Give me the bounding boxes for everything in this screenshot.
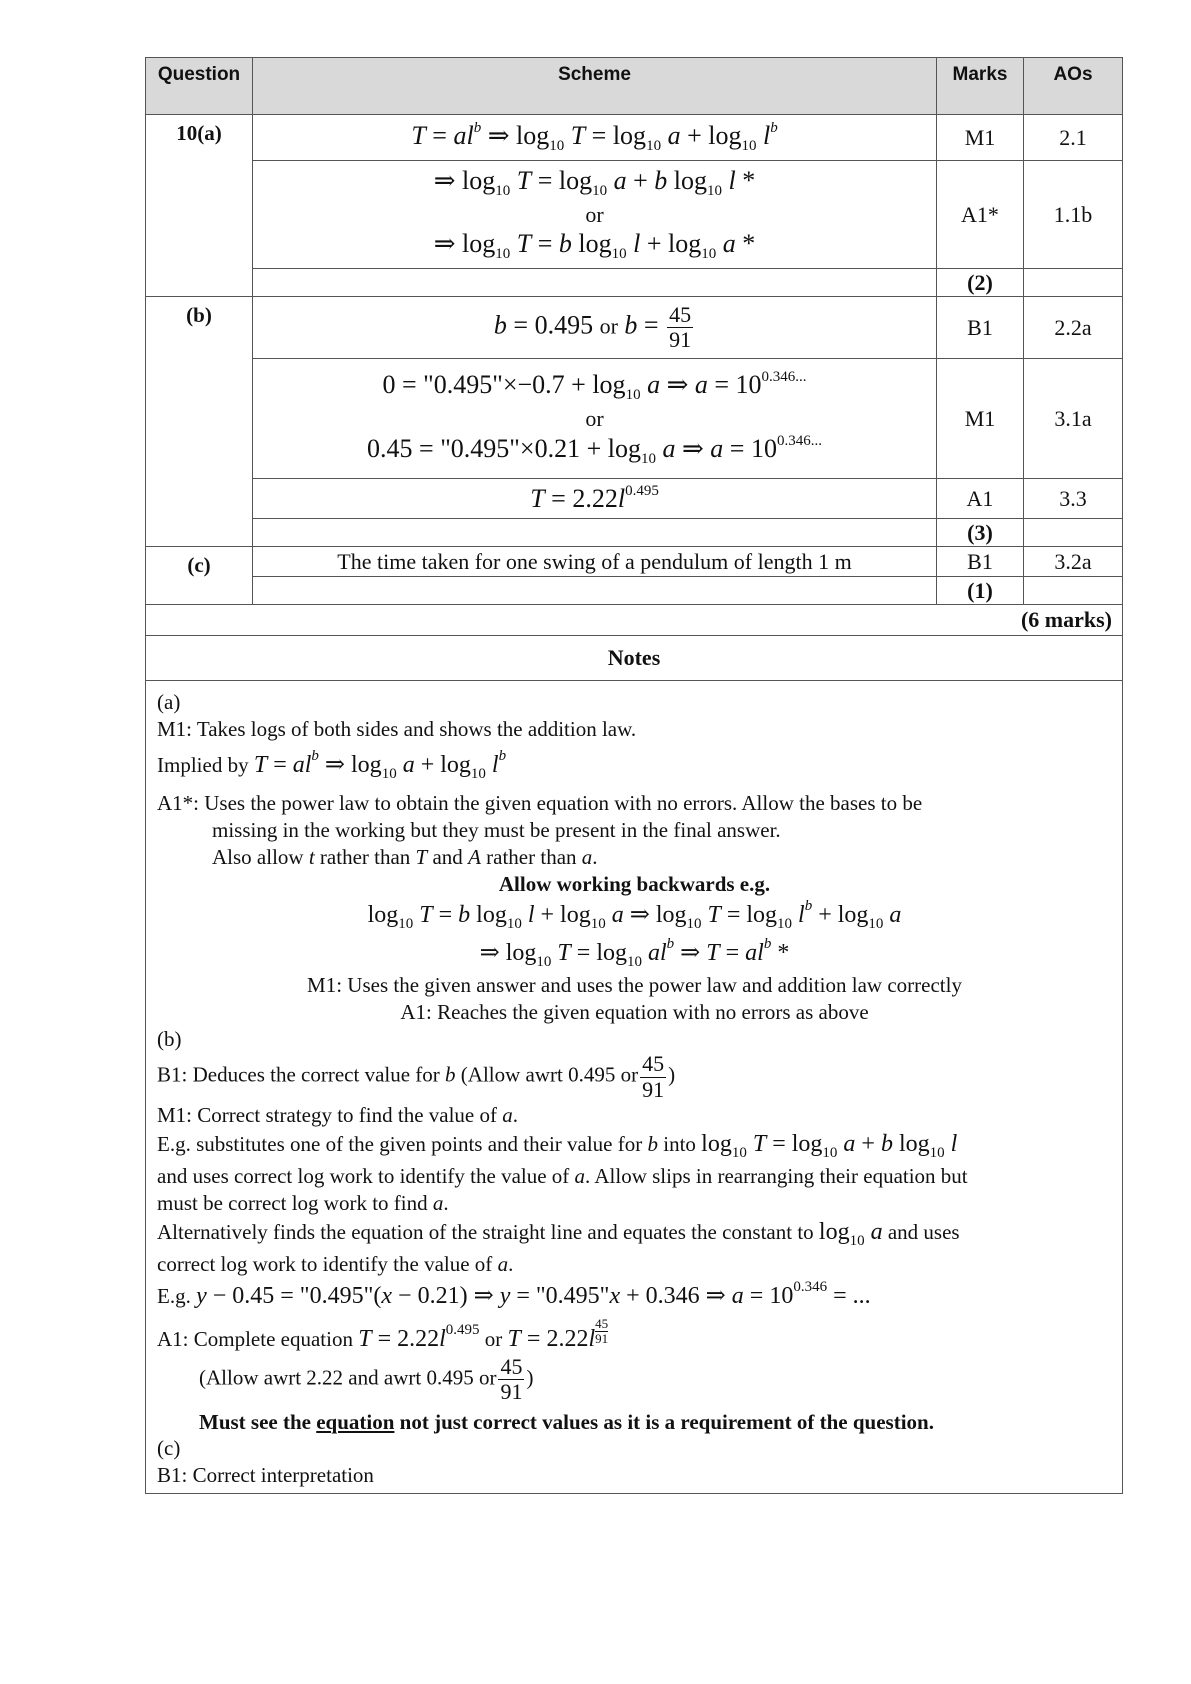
notes-b-eg1: E.g. substitutes one of the given points and their value for b into $\log_{10} T = \log_{10} a + b$ $\log_{10} l$ <box>157 1130 958 1161</box>
part-c-subtotal-row <box>146 577 1123 605</box>
mark-c-b1: B1 <box>937 547 1024 577</box>
header-scheme: Scheme <box>253 58 937 115</box>
notes-b-alt1: Alternatively finds the equation of the straight line and equates the constant to $\log_{10} a$ and uses <box>157 1218 960 1249</box>
notes-b-must: Must see the equation not just correct values as it is a requirement of the question. <box>199 1409 934 1434</box>
mark-scheme-sheet <box>145 57 1122 1494</box>
total-row <box>146 605 1123 636</box>
notes-backwards-a1: A1: Reaches the given equation with no errors as above <box>400 999 869 1024</box>
ao-a-a1: 1.1b <box>1024 161 1123 269</box>
ao-c-b1: 3.2a <box>1024 547 1123 577</box>
scheme-b-m1: 0 = "0.495"×−0.7 + $\log_{10} a$ ⇒ $a = 10^{0.346...}$ or 0.45 = "0.495"×0.21 + $\log_{10} a$ ⇒ $a = 10^{0.346...}$ <box>253 359 937 479</box>
question-label-b: (b) <box>146 297 253 547</box>
part-c-row-1 <box>146 547 1123 577</box>
scheme-c-answer: The time taken for one swing of a pendulum of length 1 m <box>253 547 937 577</box>
mark-b-b1: B1 <box>937 297 1024 359</box>
notes-b-eg3: must be correct log work to find a. <box>157 1190 449 1215</box>
part-a-row-2 <box>146 161 1123 269</box>
notes-c-b1: B1: Correct interpretation <box>157 1463 374 1488</box>
ao-a-m1: 2.1 <box>1024 115 1123 161</box>
ao-b-a1: 3.3 <box>1024 479 1123 519</box>
notes-b-eg2: and uses correct log work to identify the value of a. Allow slips in rearranging their equation but <box>157 1163 968 1188</box>
ao-b-m1: 3.1a <box>1024 359 1123 479</box>
part-a-row-1 <box>146 115 1123 161</box>
mark-b-a1: A1 <box>937 479 1024 519</box>
header-marks: Marks <box>937 58 1024 115</box>
notes-b-alt2: correct log work to identify the value of a. <box>157 1251 514 1276</box>
header-question: Question <box>146 58 253 115</box>
notes-heading-row <box>146 636 1123 681</box>
notes-a-implied: Implied by $T = al^b$ ⇒ $\log_{10} a + \log_{10} l^b$ <box>157 747 507 782</box>
part-a-subtotal-row <box>146 269 1123 297</box>
subtotal-c: (1) <box>937 577 1024 605</box>
part-b-row-1 <box>146 297 1123 359</box>
notes-b-label: (b) <box>157 1026 182 1051</box>
scheme-b-b1: b = 0.495 or b = $\frac{45}{91}$ <box>253 297 937 359</box>
notes-b-allow: (Allow awrt 2.22 and awrt 0.495 or $\frac{45}{91}$ ) <box>199 1354 534 1405</box>
header-row <box>146 58 1123 115</box>
notes-body: (a) M1: Takes logs of both sides and shows the addition law. Implied by $T = al^b$ ⇒ $\log_{10} a + \log_{10} l^b$ A1*: Uses the power law to obtain the given equation with no errors. Allow the bases to be missing in the working but they must be present in the final answer. Also allow t rather than T and A rather than a. Allow working backwards e.g. $\log_{10} T = b$ $\log_{10} l + \log_{10} a$ ⇒ $\log_{10} T = \log_{10} l^b + \log_{10} a$ ⇒ $\log_{10} T = \log_{10} al^b$ ⇒ $T = al^b$ * M1: Uses the given answer and uses the power law and addition law correctly A1: Reaches the given equation with no errors as above (b) B1: Deduces the correct value for b (Allow awrt 0.495 or $\frac{45}{91}$ ) M1: Correct strategy to find the value of a. E.g. substitutes one of the given points and their value for b into $\log_{10} T = \log_{10} a + b$ $\log_{10} l$ and uses correct log work to identify the value of a. Allow slips in rearranging their equation but must be correct log work to find a. Alternatively finds the equation of the straight line and equates the constant to $\log_{10} a$ and uses correct log work to identify the value of a. E.g. y − 0.45 = "0.495"(x − 0.21) ⇒ y = "0.495"x + 0.346 ⇒ $a = 10^{0.346}$ = ... A1: Complete equation $T = 2.22l^{0.495}$ or T = 2.22l $\frac{45}{91}$ (Allow awrt 2.22 and awrt 0.495 or $\frac{45}{91}$ ) Must see the equation not just correct values as it is a requirement of the question. (c) B1: Correct interpretation <box>146 681 1123 1494</box>
ao-b-b1: 2.2a <box>1024 297 1123 359</box>
question-label-c: (c) <box>146 547 253 605</box>
or-text: or <box>585 201 604 227</box>
notes-a-allow: Also allow t rather than T and A rather than a. <box>212 844 598 869</box>
mark-b-m1: M1 <box>937 359 1024 479</box>
notes-row <box>146 681 1123 1494</box>
notes-backwards-eq2: ⇒ $\log_{10} T = \log_{10} al^b$ ⇒ $T = al^b$ * <box>479 935 790 970</box>
scheme-b-a1: $T = 2.22l^{0.495}$ <box>253 479 937 519</box>
notes-b-m1: M1: Correct strategy to find the value of a. <box>157 1102 518 1127</box>
mark-a-m1: M1 <box>937 115 1024 161</box>
notes-b-eg-line: E.g. y − 0.45 = "0.495"(x − 0.21) ⇒ y = "0.495"x + 0.346 ⇒ $a = 10^{0.346}$ = ... <box>157 1278 871 1309</box>
mark-a-a1: A1* <box>937 161 1024 269</box>
notes-backwards-m1: M1: Uses the given answer and uses the power law and addition law correctly <box>307 972 962 997</box>
notes-heading: Notes <box>146 636 1123 681</box>
part-b-subtotal-row <box>146 519 1123 547</box>
notes-a-a1: A1*: Uses the power law to obtain the given equation with no errors. Allow the bases to be <box>157 790 923 815</box>
part-b-row-3 <box>146 479 1123 519</box>
subtotal-b: (3) <box>937 519 1024 547</box>
scheme-a-a1: ⇒ $\log_{10} T = \log_{10} a + b$ $\log_{10} l$ * or ⇒ $\log_{10} T = b$ $\log_{10} l + \log_{10} a$ * <box>253 161 937 269</box>
mark-scheme-table <box>145 57 1123 1494</box>
part-b-row-2 <box>146 359 1123 479</box>
notes-backwards-heading: Allow working backwards e.g. <box>498 871 771 896</box>
notes-c-label: (c) <box>157 1436 181 1461</box>
question-label-10a: 10(a) <box>146 115 253 297</box>
notes-b-b1: B1: Deduces the correct value for b (Allow awrt 0.495 or $\frac{45}{91}$ ) <box>157 1051 676 1102</box>
notes-a-m1: M1: Takes logs of both sides and shows the addition law. <box>157 716 637 741</box>
header-aos: AOs <box>1024 58 1123 115</box>
notes-a-label: (a) <box>157 690 181 714</box>
total-marks: (6 marks) <box>146 605 1123 636</box>
subtotal-a: (2) <box>937 269 1024 297</box>
notes-backwards-eq1: $\log_{10} T = b$ $\log_{10} l + \log_{10} a$ ⇒ $\log_{10} T = \log_{10} l^b + \log_{10} a$ <box>367 898 902 933</box>
scheme-a-m1: $T = al^b$ ⇒ $\log_{10} T = \log_{10} a + \log_{10} l^b$ <box>253 115 937 161</box>
notes-b-a1: A1: Complete equation $T = 2.22l^{0.495}$ or T = 2.22l $\frac{45}{91}$ <box>157 1316 609 1353</box>
